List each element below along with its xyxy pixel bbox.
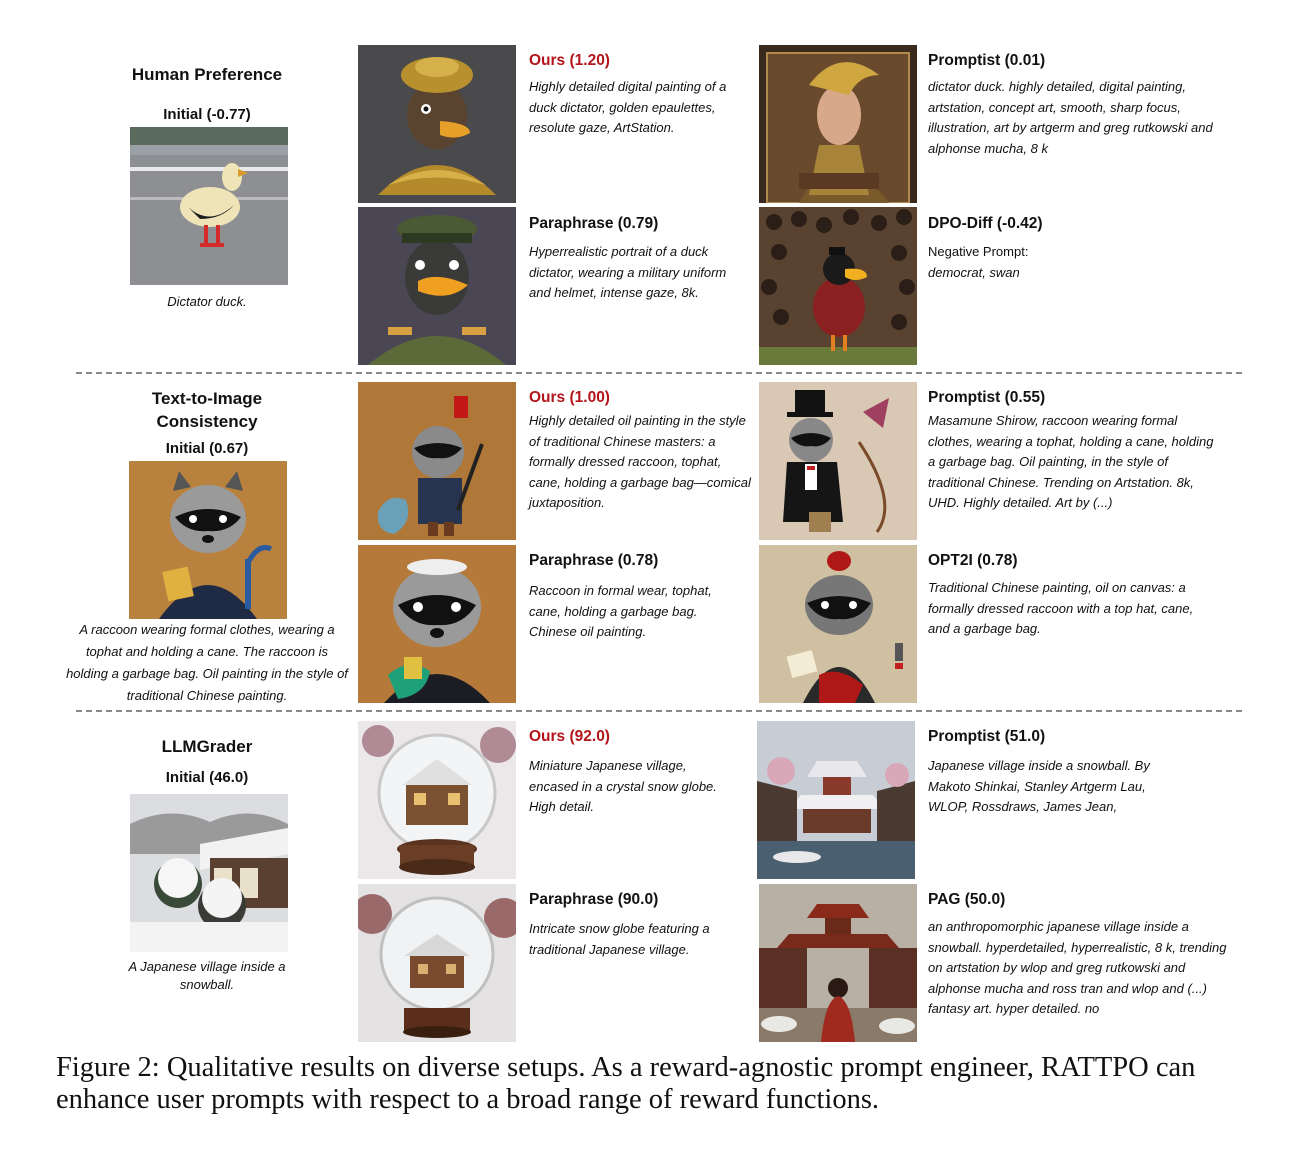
- initial-image-duck: [130, 127, 288, 285]
- method-prompt-paraphrase: Raccoon in formal wear, tophat, cane, holding a garbage bag. Chinese oil painting.: [529, 583, 712, 639]
- section-title-t2i-consistency: Text-to-Image Consistency: [151, 389, 263, 431]
- initial-score-label: Initial (-0.77): [163, 106, 251, 123]
- method-prompt-promptist: Japanese village inside a snowball. By Makoto Shinkai, Stanley Artgerm Lau, WLOP, Rossdraws, James Jean,: [928, 758, 1150, 814]
- method-title-paraphrase: Paraphrase (0.78): [529, 552, 659, 569]
- method-title-ours: Ours (1.00): [529, 389, 610, 406]
- image-ours: [358, 382, 516, 540]
- figure-caption: Figure 2: Qualitative results on diverse setups. As a reward-agnostic prompt engineer, RATTPO can enhance user prompts with respect to a broad range of reward functions.: [56, 1052, 1196, 1115]
- method-prompt-opt2i: Traditional Chinese painting, oil on canvas: a formally dressed raccoon with a top hat, cane, and a garbage bag.: [928, 580, 1194, 636]
- method-prompt-paraphrase: Intricate snow globe featuring a traditional Japanese village.: [529, 921, 710, 957]
- method-prompt-pag: an anthropomorphic japanese village inside a snowball. hyperdetailed, hyperrealistic, 8 k, trending on artstation by wlop and greg rutkowski and alphonse mucha and ross tran and wlop and (...) fantasy art. hyper detailed. no: [928, 919, 1227, 1016]
- method-title-dpo-diff: DPO-Diff (-0.42): [928, 215, 1043, 232]
- image-ours: [358, 721, 516, 879]
- image-paraphrase: [358, 207, 516, 365]
- method-prompt-dpo-diff: [928, 242, 1208, 283]
- initial-score-label: Initial (46.0): [165, 769, 249, 786]
- initial-prompt-text: Dictator duck.: [167, 294, 247, 309]
- negative-prompt-prefix: Negative Prompt:: [928, 244, 1029, 259]
- image-opt2i: [759, 545, 917, 703]
- method-prompt-promptist: dictator duck. highly detailed, digital painting, artstation, concept art, smooth, sharp focus, illustration, art by artgerm and greg rutkowski and alphonse mucha, 8 k: [928, 79, 1213, 156]
- image-ours: [358, 45, 516, 203]
- section-divider: [76, 372, 1242, 374]
- method-title-ours: Ours (92.0): [529, 728, 610, 745]
- image-promptist: [757, 721, 915, 879]
- section-divider: [76, 710, 1242, 712]
- image-paraphrase: [358, 545, 516, 703]
- method-title-paraphrase: Paraphrase (90.0): [529, 891, 659, 908]
- section-title-llmgrader: LLMGrader: [161, 737, 253, 756]
- method-title-promptist: Promptist (0.55): [928, 389, 1046, 406]
- negative-prompt-text: democrat, swan: [928, 264, 1020, 280]
- section-title-human-preference: Human Preference: [131, 65, 283, 84]
- image-pag: [759, 884, 917, 1042]
- method-title-promptist: Promptist (0.01): [928, 52, 1046, 69]
- method-prompt-ours: Miniature Japanese village, encased in a crystal snow globe. High detail.: [529, 758, 717, 814]
- method-title-ours: Ours (1.20): [529, 52, 610, 69]
- initial-prompt-text: A raccoon wearing formal clothes, wearing a tophat and holding a cane. The raccoon is holding a garbage bag. Oil painting in the style of traditional Chinese painting.: [66, 622, 348, 703]
- method-title-promptist: Promptist (51.0): [928, 728, 1046, 745]
- image-promptist: [759, 45, 917, 203]
- method-prompt-ours: Highly detailed oil painting in the style of traditional Chinese masters: a formally dressed raccoon, tophat, cane, holding a garbage bag—comical juxtaposition.: [529, 413, 751, 510]
- method-title-paraphrase: Paraphrase (0.79): [529, 215, 659, 232]
- initial-image-raccoon: [129, 461, 287, 619]
- method-title-pag: PAG (50.0): [928, 891, 1006, 908]
- initial-image-village: [130, 794, 288, 952]
- method-prompt-promptist: Masamune Shirow, raccoon wearing formal clothes, wearing a tophat, holding a cane, holding a garbage bag. Oil painting, in the style of traditional Chinese. Trending on Artstation. 8k, UHD. Highly detailed. Art by (...): [928, 413, 1214, 510]
- image-paraphrase: [358, 884, 516, 1042]
- initial-score-label: Initial (0.67): [165, 440, 249, 457]
- image-promptist: [759, 382, 917, 540]
- method-prompt-paraphrase: Hyperrealistic portrait of a duck dictator, wearing a military uniform and helmet, intense gaze, 8k.: [529, 244, 727, 300]
- method-title-opt2i: OPT2I (0.78): [928, 552, 1018, 569]
- method-prompt-ours: Highly detailed digital painting of a duck dictator, golden epaulettes, resolute gaze, ArtStation.: [529, 79, 727, 135]
- initial-prompt-text: A Japanese village inside a snowball.: [128, 959, 286, 992]
- image-dpo-diff: [759, 207, 917, 365]
